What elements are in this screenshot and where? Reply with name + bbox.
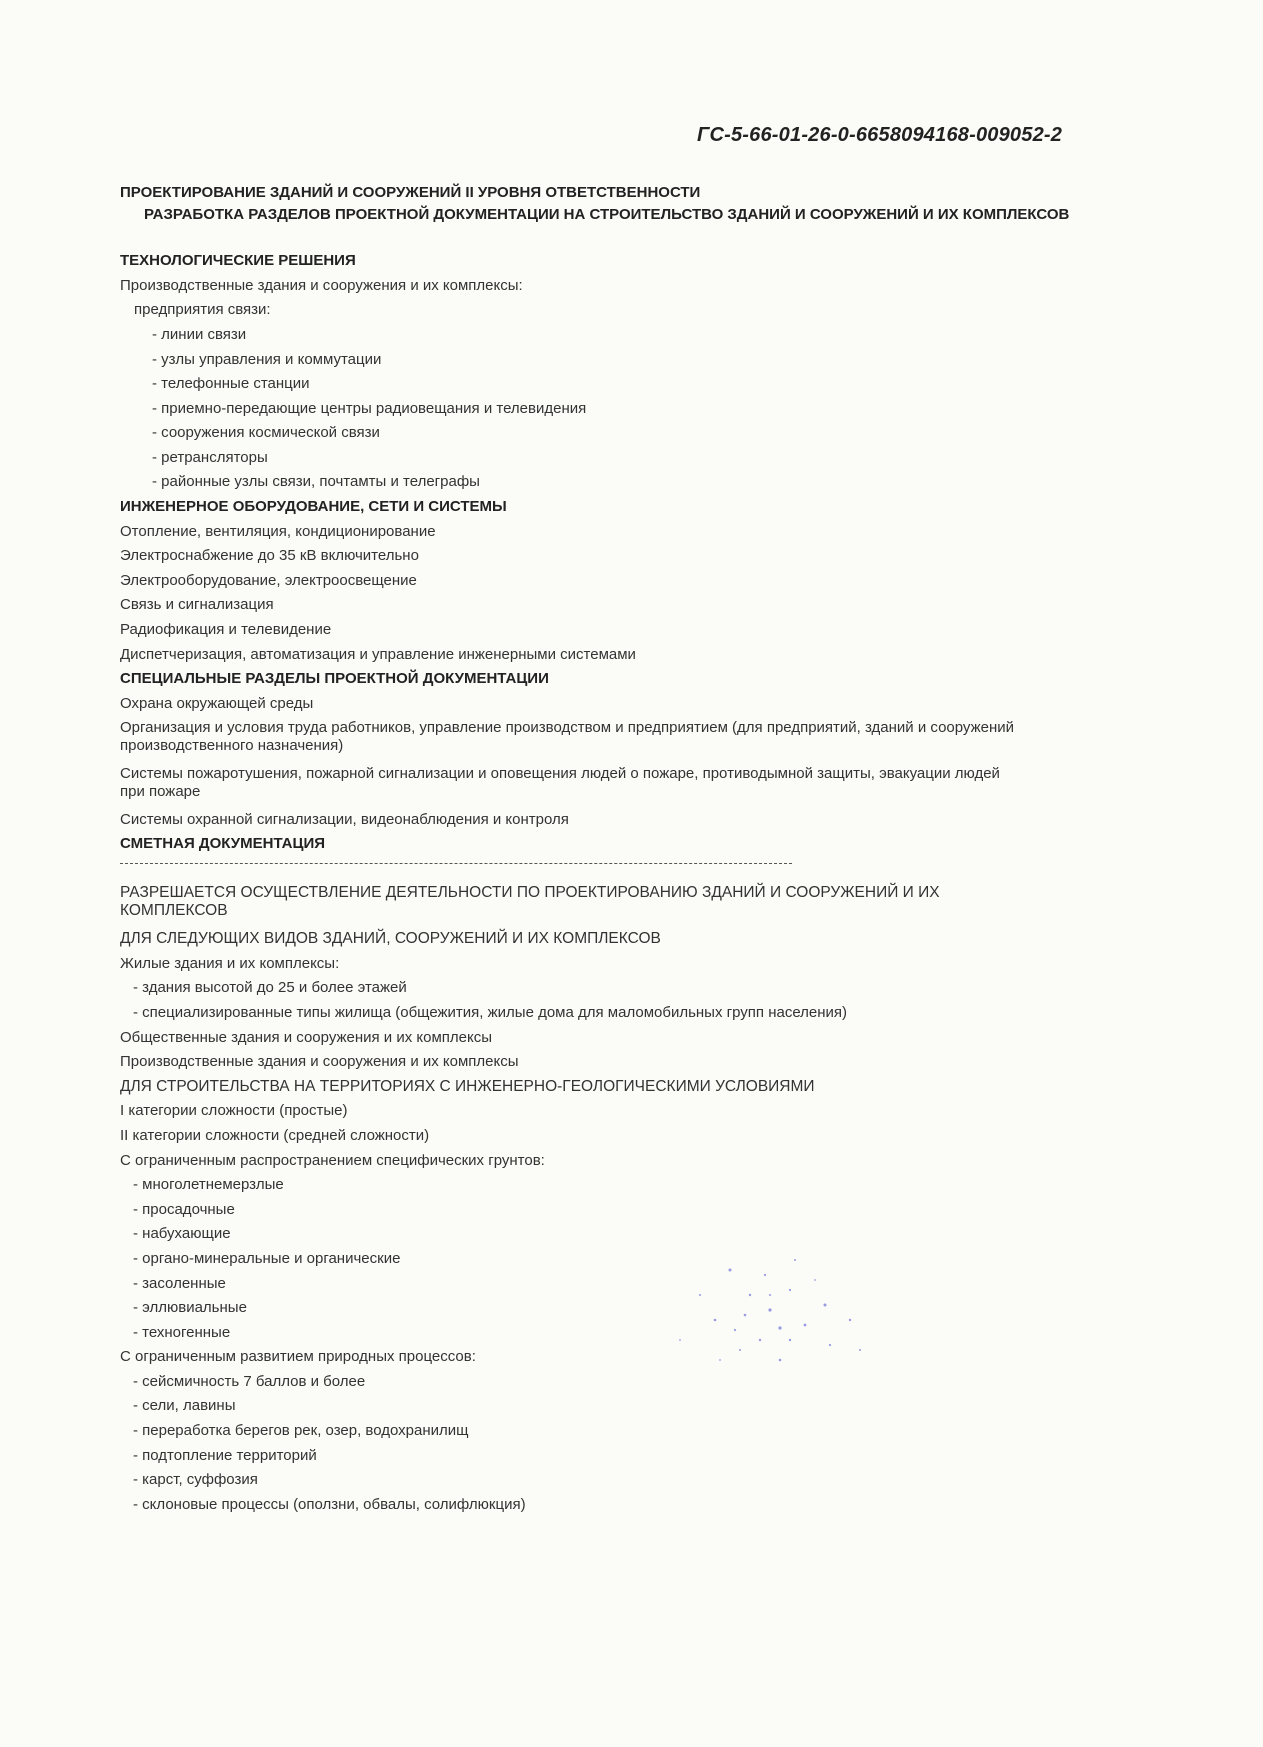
- section2-title: РАЗРЕШАЕТСЯ ОСУЩЕСТВЛЕНИЕ ДЕЯТЕЛЬНОСТИ ПО ПРОЕКТИРОВАНИЮ ЗДАНИЙ И СООРУЖЕНИЙ И ИХ КОМПЛЕКСОВ: [120, 884, 940, 919]
- residential-item: - здания высотой до 25 и более этажей: [133, 979, 407, 996]
- engineering-item: Диспетчеризация, автоматизация и управление инженерными системами: [120, 646, 636, 663]
- residential-item: - специализированные типы жилища (общежития, жилые дома для маломобильных групп населения): [133, 1004, 848, 1021]
- process-item: - подтопление территорий: [133, 1447, 317, 1464]
- special-item: Системы охранной сигнализации, видеонаблюдения и контроля: [120, 811, 569, 828]
- public-buildings: Общественные здания и сооружения и их комплексы: [120, 1029, 493, 1046]
- special-item: Организация и условия труда работников, управление производством и предприятием (для предприятий, зданий и сооружений производственного назначения): [120, 719, 1015, 754]
- residential-label: Жилые здания и их комплексы:: [120, 955, 340, 972]
- category-2: II категории сложности (средней сложности): [120, 1127, 430, 1144]
- soil-item: - засоленные: [133, 1275, 226, 1292]
- soils-intro: С ограниченным распространением специфических грунтов:: [120, 1152, 545, 1169]
- engineering-item: Электрооборудование, электроосвещение: [120, 572, 417, 589]
- engineering-item: Связь и сигнализация: [120, 596, 274, 613]
- processes-intro: С ограниченным развитием природных процессов:: [120, 1348, 476, 1365]
- faded-stamp: [620, 1200, 900, 1400]
- engineering-heading: ИНЖЕНЕРНОЕ ОБОРУДОВАНИЕ, СЕТИ И СИСТЕМЫ: [120, 498, 507, 515]
- industrial-buildings: Производственные здания и сооружения и их комплексы: [120, 1053, 519, 1070]
- soil-item: - просадочные: [133, 1201, 235, 1218]
- special-item: Охрана окружающей среды: [120, 695, 314, 712]
- document-number: ГС-5-66-01-26-0-6658094168-009052-2: [697, 124, 1063, 146]
- types-heading: ДЛЯ СЛЕДУЮЩИХ ВИДОВ ЗДАНИЙ, СООРУЖЕНИЙ И ИХ КОМПЛЕКСОВ: [120, 930, 661, 947]
- soil-item: - техногенные: [133, 1324, 231, 1341]
- geo-heading: ДЛЯ СТРОИТЕЛЬСТВА НА ТЕРРИТОРИЯХ С ИНЖЕНЕРНО-ГЕОЛОГИЧЕСКИМИ УСЛОВИЯМИ: [120, 1078, 815, 1095]
- section1-title: ПРОЕКТИРОВАНИЕ ЗДАНИЙ И СООРУЖЕНИЙ II УРОВНЯ ОТВЕТСТВЕННОСТИ: [120, 184, 701, 201]
- section1-subtitle: [144, 206, 1074, 224]
- category-1: I категории сложности (простые): [120, 1102, 348, 1119]
- process-item: - переработка берегов рек, озер, водохранилищ: [133, 1422, 469, 1439]
- special-heading: СПЕЦИАЛЬНЫЕ РАЗДЕЛЫ ПРОЕКТНОЙ ДОКУМЕНТАЦИИ: [120, 670, 549, 687]
- soil-item: - органо-минеральные и органические: [133, 1250, 401, 1267]
- section1-subtitle-text: РАЗРАБОТКА РАЗДЕЛОВ ПРОЕКТНОЙ ДОКУМЕНТАЦИИ НА СТРОИТЕЛЬСТВО ЗДАНИЙ И СООРУЖЕНИЙ И ИХ КОМПЛЕКСОВ: [144, 206, 1070, 223]
- divider: [120, 863, 792, 864]
- process-item: - карст, суффозия: [133, 1471, 258, 1488]
- engineering-item: Электроснабжение до 35 кВ включительно: [120, 547, 419, 564]
- special-item: Системы пожаротушения, пожарной сигнализации и оповещения людей о пожаре, противодымной защиты, эвакуации людей при пожаре: [120, 765, 1000, 800]
- process-item: - склоновые процессы (оползни, обвалы, солифлюкция): [133, 1496, 526, 1513]
- estimate-heading: СМЕТНАЯ ДОКУМЕНТАЦИЯ: [120, 835, 326, 852]
- process-item: - сейсмичность 7 баллов и более: [133, 1373, 366, 1390]
- soil-item: - набухающие: [133, 1225, 231, 1242]
- tech-heading: ТЕХНОЛОГИЧЕСКИЕ РЕШЕНИЯ: [120, 252, 356, 269]
- process-item: - сели, лавины: [133, 1397, 236, 1414]
- tech-item: - районные узлы связи, почтамты и телеграфы: [152, 473, 480, 490]
- tech-item: - ретрансляторы: [152, 449, 268, 466]
- tech-item: - сооружения космической связи: [152, 424, 380, 441]
- tech-item: - телефонные станции: [152, 375, 310, 392]
- tech-intro: Производственные здания и сооружения и их комплексы:: [120, 277, 523, 294]
- engineering-item: Радиофикация и телевидение: [120, 621, 332, 638]
- engineering-item: Отопление, вентиляция, кондиционирование: [120, 523, 436, 540]
- tech-subheading: предприятия связи:: [134, 301, 271, 318]
- soil-item: - эллювиальные: [133, 1299, 247, 1316]
- tech-item: - линии связи: [152, 326, 247, 343]
- tech-item: - приемно-передающие центры радиовещания и телевидения: [152, 400, 587, 417]
- tech-item: - узлы управления и коммутации: [152, 351, 382, 368]
- soil-item: - многолетнемерзлые: [133, 1176, 284, 1193]
